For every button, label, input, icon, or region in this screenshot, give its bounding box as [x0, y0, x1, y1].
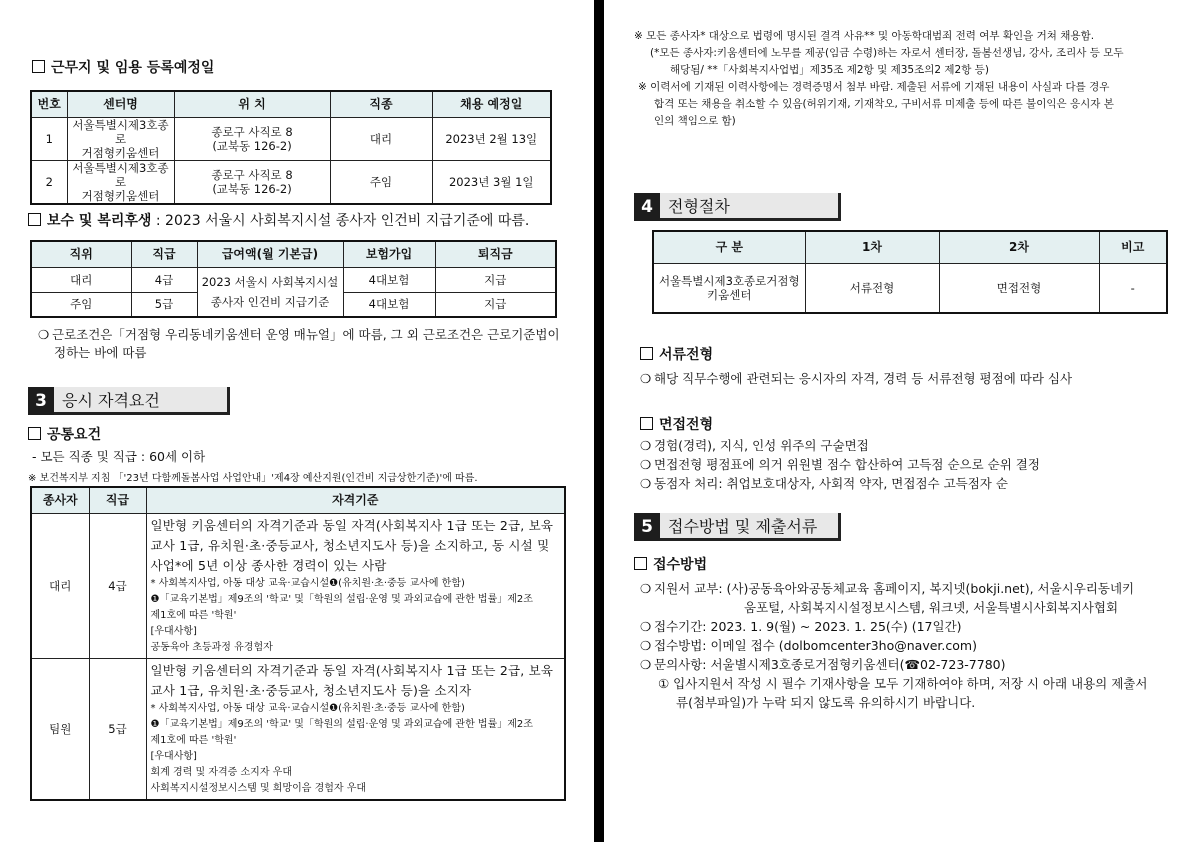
list-item: ❍ 문의사항: 서울별시제3호종로거점형키움센터(☎02-723-7780) [640, 657, 1006, 672]
interview-lines [640, 436, 1040, 493]
list-item: ❍ 접수기간: 2023. 1. 9(월) ~ 2023. 1. 25(수) (17일간) [640, 619, 962, 634]
disqualification-notes: ※ 모든 종사자* 대상으로 법령에 명시된 결격 사유** 및 아동학대범죄 전력 여부 확인을 거쳐 채용함. (*모든 종사자:키움센터에 노무를 제공(임금 수령)하는 자로서 센터장, 돌봄선생님, 강사, 조리사 등 모두 해당됨/ **「사회복지사업법」제35조 제2항 및 제35조의2 제2항 등) ※ 이력서에 기재된 이력사항에는 경력증명서 첨부 바람. 제출된 서류에 기재된 내용이 사실과 다를 경우 합격 또는 채용을 취소할 수 있음(허위기재, 기재착오, 구비서류 미제출 등에 따른 불이익은 응시자 본 인의 책임으로 함) [634, 30, 1124, 127]
checkbox-icon [640, 417, 653, 430]
selection-process-table [652, 230, 1168, 314]
document-screening-line: ❍ 해당 직무수행에 관련되는 응시자의 자격, 경력 등 서류전형 평점에 따라 심사 [640, 371, 1073, 386]
table-row: 1 서울특별시제3호종로 거점형키움센터 종로구 사직로 8 (교북동 126-2) 대리 2023년 2월 13일 [31, 117, 551, 160]
checkbox-icon [28, 213, 41, 226]
table-header-row: 번호 센터명 위 치 직종 채용 예정일 [31, 91, 551, 117]
section-workplace-heading: 근무지 및 임용 등록예정일 [32, 57, 214, 77]
workplace-table [30, 90, 552, 205]
table-header-row: 종사자 직급 자격기준 [31, 487, 565, 513]
checkbox-icon [28, 427, 41, 440]
checkbox-icon [32, 60, 45, 73]
table-row: 서울특별시제3호종로거점형 키움센터 서류전형 면접전형 - [653, 263, 1167, 313]
circle-bullet-icon: ❍ [640, 457, 652, 472]
document-screening-heading: 서류전형 [640, 344, 713, 364]
list-item: ❍ 접수방법: 이메일 접수 (dolbomcenter3ho@naver.com) [640, 638, 977, 653]
table-row: 팀원 5급 일반형 키움센터의 자격기준과 동일 자격(사회복지사 1급 또는 2급, 보육 교사 1급, 유치원·초·중등교사, 청소년지도사 등)을 소지자 * 사회복지사업, 아동 대상 교육·교습시설❶(유치원·초·중등 교사에 한함) ❶「교육기본법」제9조의 '학교' 및「학원의 설립·운영 및 과외교습에 관한 법률」제2조 제1호에 따른 '학원' [우대사항] 회계 경력 및 자격증 소지자 우대 사회복지시설정보시스템 및 희망이음 경험자 우대 [31, 658, 565, 800]
table-row: 주임 5급 4대보험 지급 [31, 292, 556, 317]
left-page [0, 0, 594, 842]
table-header-row: 직위 직급 급여액(월 기본급) 보험가입 퇴직금 [31, 241, 556, 267]
guideline-note: ※ 보건복지부 지침 「'23년 다함께돌봄사업 사업안내」'제4장 예산지원(인건비 지급상한기준)'에 따름. [28, 473, 478, 484]
salary-table [30, 240, 557, 318]
section-4-heading: 4 전형절차 [634, 193, 841, 221]
circle-bullet-icon: ❍ [38, 327, 50, 342]
work-condition-note: ❍ 근로조건은「거점형 우리동네키움센터 운영 매뉴얼」에 따름, 그 외 근로조건은 근로기준법이 정하는 바에 따름 [38, 327, 560, 360]
section-5-heading: 5 접수방법 및 제출서류 [634, 513, 841, 541]
table-row: 대리 4급 일반형 키움센터의 자격기준과 동일 자격(사회복지사 1급 또는 2급, 보육 교사 1급, 유치원·초·중등교사, 청소년지도사 등)을 소지하고, 동 시설 및 사업*에 5년 이상 종사한 경력이 있는 사람 * 사회복지사업, 아동 대상 교육·교습시설❶(유치원·초·중등 교사에 한함) ❶「교육기본법」제9조의 '학교' 및「학원의 설립·운영 및 과외교습에 관한 법률」제2조 제1호에 따른 '학원' [우대사항] 공동육아 초등과정 유경험자 [31, 513, 565, 658]
common-requirements-heading: 공통요건 [28, 424, 101, 444]
common-age-requirement: - 모든 직종 및 직급 : 60세 이하 [32, 449, 206, 464]
list-item: ❍ 면접전형 평점표에 의거 위원별 점수 합산하여 고득점 순으로 순위 결정 [640, 457, 1040, 472]
application-details: ❍ 지원서 교부: (사)공동육아와공동체교육 홈페이지, 복지넷(bokji.net), 서울시우리동네키 움포털, 사회복지시설정보시스템, 워크넷, 서울특별시사회복지사협회 ❍ 접수기간: 2023. 1. 9(월) ~ 2023. 1. 25(수) (17일간) ❍ 접수방법: 이메일 접수 (dolbomcenter3ho@naver.com) ❍ 문의사항: 서울별시제3호종로거점형키움센터(☎02-723-7780) ① 입사지원서 작성 시 필수 기재사항을 모두 기재하여야 하며, 저장 시 아래 내용의 제출서 류(첨부파일)가 누락 되지 않도록 유의하시기 바랍니다. [640, 581, 1148, 710]
circle-bullet-icon: ❍ [640, 638, 652, 653]
circle-bullet-icon: ❍ [640, 371, 652, 386]
circle-bullet-icon: ❍ [640, 657, 652, 672]
list-item: ❍ 동점자 처리: 취업보호대상자, 사회적 약자, 면접점수 고득점자 순 [640, 476, 1008, 491]
circle-bullet-icon: ❍ [640, 438, 652, 453]
list-item: ❍ 지원서 교부: (사)공동육아와공동체교육 홈페이지, 복지넷(bokji.net), 서울시우리동네키 [640, 581, 1135, 596]
section-3-heading: 3 응시 자격요건 [28, 387, 230, 415]
table-row: 2 서울특별시제3호종로 거점형키움센터 종로구 사직로 8 (교북동 126-2) 주임 2023년 3월 1일 [31, 160, 551, 204]
interview-heading: 면접전형 [640, 414, 713, 434]
circle-bullet-icon: ❍ [640, 476, 652, 491]
application-method-heading: 접수방법 [634, 554, 707, 574]
table-row: 대리 4급 2023 서울시 사회복지시설 종사자 인건비 지급기준 4대보험 지급 [31, 267, 556, 292]
circle-bullet-icon: ❍ [640, 581, 652, 596]
list-item: ❍ 경험(경력), 지식, 인성 위주의 구술면접 [640, 438, 869, 453]
section-salary-heading: 보수 및 복리후생 : 2023 서울시 사회복지시설 종사자 인건비 지급기준에 따름. [28, 210, 529, 230]
right-page [604, 0, 1200, 842]
checkbox-icon [640, 347, 653, 360]
circle-bullet-icon: ❍ [640, 619, 652, 634]
checkbox-icon [634, 557, 647, 570]
qualification-table [30, 486, 566, 801]
table-header-row: 구 분 1차 2차 비고 [653, 231, 1167, 263]
